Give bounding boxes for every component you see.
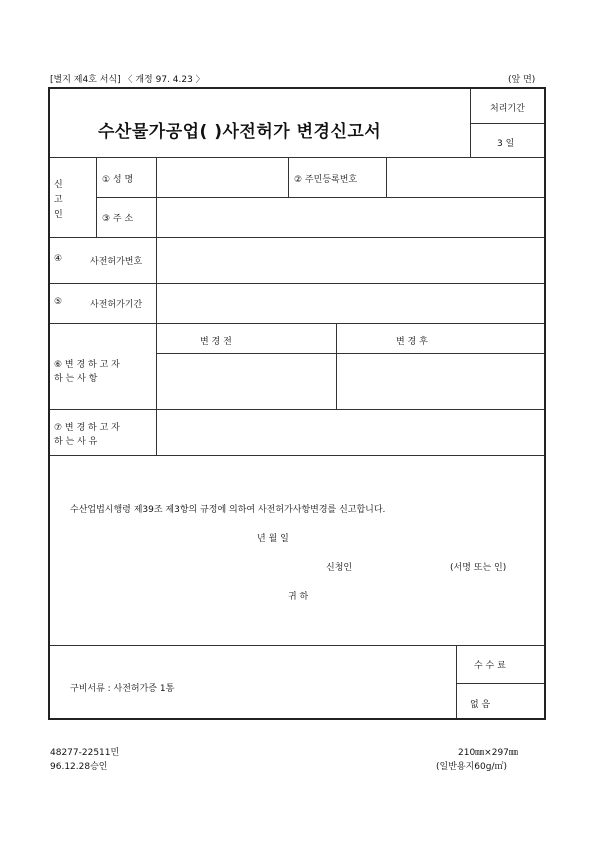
- permit-number-field[interactable]: [158, 239, 542, 281]
- permit-period-num: ⑤: [54, 297, 63, 307]
- permit-number-label: 사전허가번호: [90, 257, 143, 267]
- divider: [50, 237, 544, 238]
- divider: [50, 455, 544, 456]
- addressee-label: 귀 하: [288, 592, 309, 602]
- page-side-label: (앞 면): [508, 75, 536, 85]
- change-items-label-line2: 하 는 사 항: [54, 374, 98, 384]
- change-reason-field[interactable]: [158, 411, 542, 453]
- processing-period-value: 3 일: [497, 139, 515, 149]
- before-change-field[interactable]: [158, 355, 334, 407]
- required-documents: 구비서류 : 사전허가증 1통: [70, 684, 175, 694]
- signature-label: (서명 또는 인): [450, 563, 507, 573]
- divider: [50, 645, 544, 646]
- change-reason-label: ⑦ 변 경 하 고 자: [54, 423, 120, 433]
- name-label: ① 성 명: [102, 175, 134, 185]
- after-change-field[interactable]: [338, 355, 542, 407]
- paper-type: (일반용지60g/㎡): [436, 762, 507, 772]
- divider: [50, 157, 544, 158]
- declaration-date: 년 월 일: [257, 534, 289, 544]
- processing-period-label: 처리기간: [490, 104, 525, 114]
- divider: [470, 89, 471, 157]
- permit-period-label: 사전허가기간: [90, 300, 143, 310]
- divider: [336, 323, 337, 409]
- form-reference: [별지 제4호 서식] 〈 개정 97. 4.23 〉: [50, 75, 205, 85]
- divider: [50, 409, 544, 410]
- divider: [96, 197, 544, 198]
- divider: [50, 283, 544, 284]
- resident-id-label: ② 주민등록번호: [294, 175, 358, 185]
- approval-date: 96.12.28승인: [50, 762, 108, 772]
- fee-label: 수 수 료: [474, 661, 506, 671]
- after-change-header: 변 경 후: [396, 337, 428, 347]
- divider: [456, 645, 457, 718]
- applicant-label-char: 인: [54, 210, 63, 220]
- change-reason-label-line2: 하 는 사 유: [54, 437, 98, 447]
- declaration-statement: 수산업법시행령 제39조 제3항의 규정에 의하여 사전허가사항변경를 신고합니다.: [70, 505, 386, 515]
- change-items-label: ⑥ 변 경 하 고 자: [54, 360, 120, 370]
- divider: [288, 157, 289, 197]
- divider: [456, 683, 544, 684]
- permit-number-num: ④: [54, 254, 63, 264]
- divider: [470, 123, 544, 124]
- applicant-label-char: 신: [54, 180, 63, 190]
- paper-size: 210㎜×297㎜: [458, 748, 518, 758]
- resident-id-field[interactable]: [388, 159, 542, 195]
- divider: [386, 157, 387, 197]
- permit-period-field[interactable]: [158, 285, 542, 321]
- address-field[interactable]: [158, 199, 542, 235]
- address-label: ③ 주 소: [102, 214, 134, 224]
- applicant-label-char: 고: [54, 195, 63, 205]
- divider: [50, 323, 544, 324]
- divider: [156, 157, 157, 455]
- applicant-sign-label: 신청인: [326, 563, 353, 573]
- form-code: 48277-22511민: [50, 748, 120, 758]
- declaration-form: [48, 87, 546, 720]
- divider: [96, 157, 97, 237]
- fee-value: 없 음: [470, 700, 491, 710]
- name-field[interactable]: [158, 159, 286, 195]
- form-title: 수산물가공업( )사전허가 변경신고서: [98, 122, 382, 142]
- divider: [156, 353, 544, 354]
- before-change-header: 변 경 전: [200, 337, 232, 347]
